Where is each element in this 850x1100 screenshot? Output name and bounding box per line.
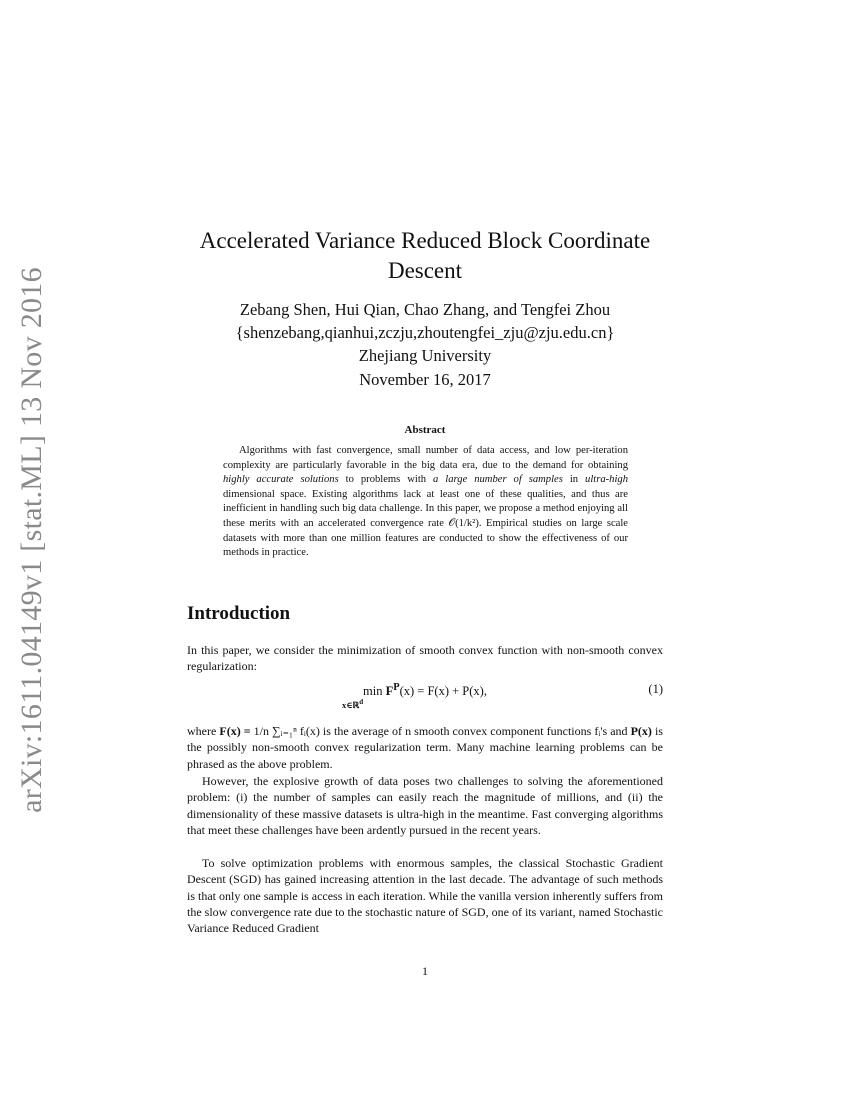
affiliation: Zhejiang University [358,346,492,365]
eq-F: F [385,684,394,699]
abstract-part: dimensional space. Existing algorithms lack at least one of these qualities, and thus are inefficient in handling such big data challenge. In this paper, we propose a method enjoying all these merits with an accelerated convergence rate [223,488,628,529]
abstract-emph: ultra-high [585,474,628,486]
paragraph-3: However, the explosive growth of data poses two challenges to solving the aforementioned problem: (i) the number of samples can easily reach the magnitude of millions, and (ii) the dimensionality of these massive datasets is ultra-high in the meantime. Fast converging algorithms that meet these challenges have been ardently pursued in the recent years. [187,774,663,837]
eq-sub-text: x∈ℝ [342,699,360,710]
paragraph-2 [187,723,663,772]
abstract-heading: Abstract [404,424,446,436]
authors: Zebang Shen, Hui Qian, Chao Zhang, and Tengfei Zhou [239,300,611,319]
paragraph-4: To solve optimization problems with enormous samples, the classical Stochastic Gradient Descent (SGD) has gained increasing attention in the last decade. The advantage of such methods is that only one sample is access in each iteration. While the vanilla version inherently suffers from the slow convergence rate due to the stochastic nature of SGD, one of its variant, named Stochastic Variance Reduced Gradient [187,856,663,936]
p2-px: P(x) [630,724,652,738]
p2-fx: F(x) = [219,724,254,738]
eq-min: min [363,684,383,699]
arxiv-stamp [6,267,58,813]
paragraph-1: In this paper, we consider the minimization of smooth convex function with non-smooth convex regularization: [187,643,663,674]
eq-rhs: (x) = F(x) + P(x), [399,684,487,699]
abstract-emph: a large number of samples [433,474,563,486]
author-block [160,298,690,367]
abstract-part: in [562,474,586,486]
arxiv-stamp-text: arXiv:1611.04149v1 [stat.ML] 13 Nov 2016 [15,267,48,813]
equation-body [187,682,663,699]
equation-1 [187,680,663,708]
abstract-part: Algorithms with fast convergence, small number of data access, and low per-iteration complexity are particularly favorable in the big data era, due to the demand for obtaining [223,445,628,471]
eq-subscript [342,698,363,711]
equation-number: (1) [648,682,663,696]
page-number: 1 [422,964,428,978]
abstract-text [223,444,628,561]
eq-P-sup: P [393,682,400,693]
eq-sub-sup: d [359,698,364,706]
abstract-part: . Empirical studies on large scale datasets with more than one million features are conducted to show the effectiveness of our methods in practice. [223,517,628,559]
p2-c: is the possibly non-smooth convex regularization term. Many machine learning problems can be phrased as the above problem. [187,724,663,771]
title-line-1: Accelerated Variance Reduced Block Coordinate [199,228,651,253]
p2-frac: 1/n ∑ᵢ₌₁ⁿ fᵢ(x) [253,724,320,738]
abstract-emph: highly accurate solutions [223,474,339,486]
title-line-2: Descent [387,258,463,283]
abstract-part: to problems with [338,474,434,486]
section-heading: Introduction [187,603,291,624]
date: November 16, 2017 [359,370,491,389]
convergence-rate: 𝒪(1/k²) [448,517,479,529]
paper-title [160,226,690,286]
p2-a: where [187,724,220,738]
p2-b: is the average of n smooth convex component functions fᵢ's and [319,724,631,738]
emails: {shenzebang,qianhui,zczju,zhoutengfei_zju@zju.edu.cn} [235,323,615,342]
